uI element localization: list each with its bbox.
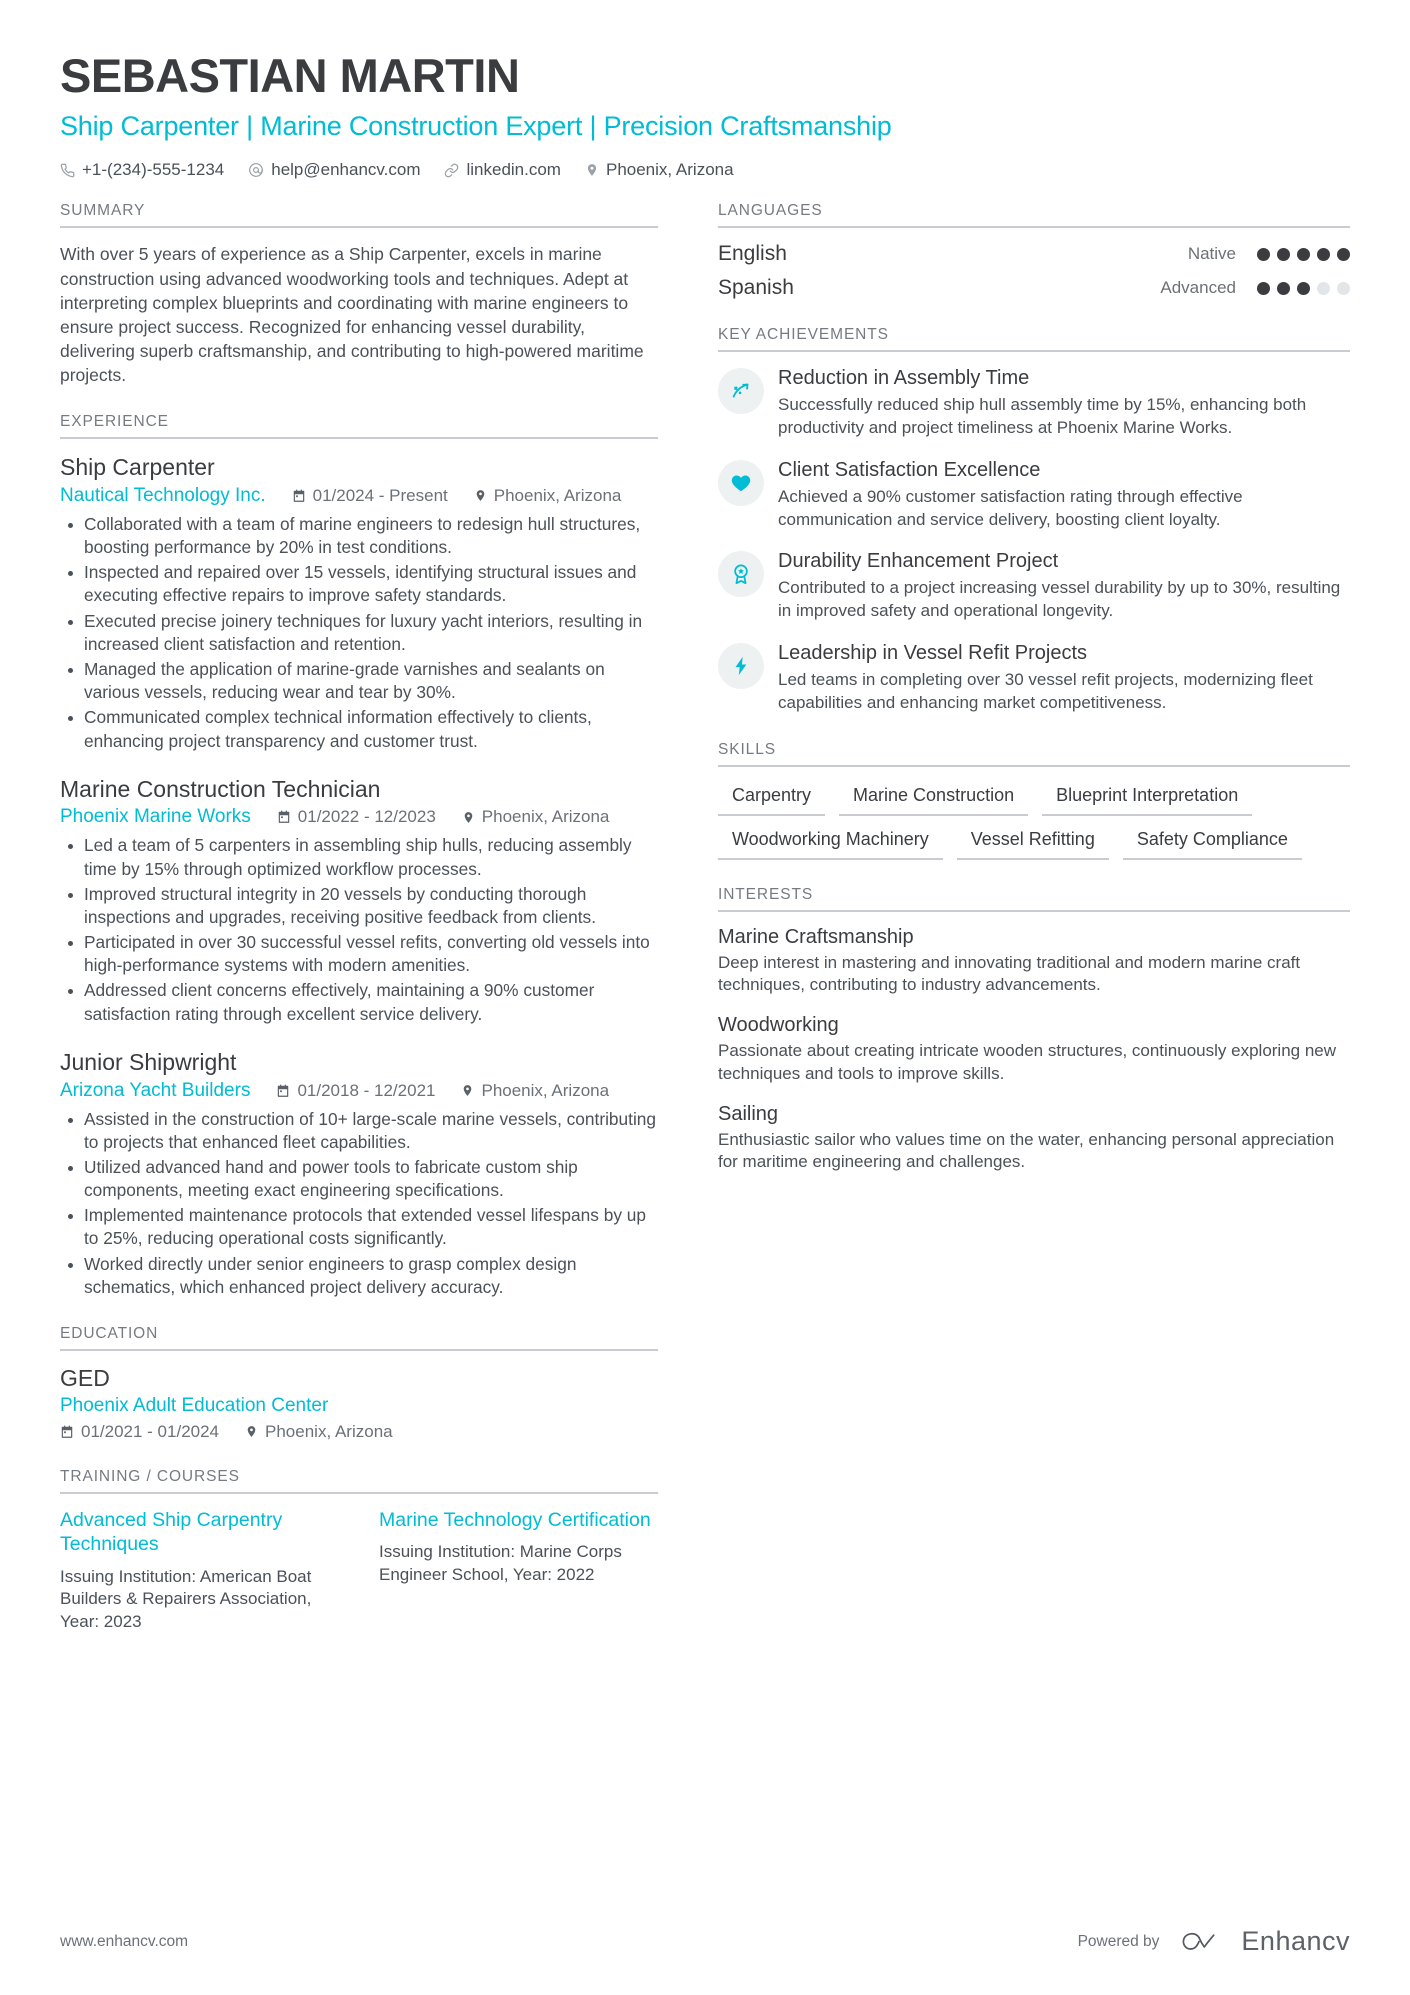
skills-heading: SKILLS xyxy=(718,741,1350,767)
job-bullet: Assisted in the construction of 10+ large-scale marine vessels, contributing to projects that enhanced fleet capabilities. xyxy=(60,1108,658,1154)
achievement-description: Led teams in completing over 30 vessel refit projects, modernizing fleet capabilities and enhancing market competitiveness. xyxy=(778,669,1313,712)
job-role: Marine Construction Technician xyxy=(60,775,381,802)
interest-description: Passionate about creating intricate wooden structures, continuously exploring new techniques and tools to improve skills. xyxy=(718,1041,1337,1083)
location-icon xyxy=(462,811,475,824)
section-achievements xyxy=(718,326,1350,714)
rating-dot xyxy=(1337,282,1350,295)
job-location-text: Phoenix, Arizona xyxy=(481,807,610,827)
job-dates xyxy=(276,1081,435,1101)
achievement-body xyxy=(778,641,1350,715)
language-item xyxy=(718,242,1350,266)
experience-heading: EXPERIENCE xyxy=(60,413,658,439)
language-level: Native xyxy=(1187,244,1236,264)
job-bullet: Executed precise joinery techniques for luxury yacht interiors, resulting in increased client satisfaction and retention. xyxy=(60,610,658,656)
skill-tag: Carpentry xyxy=(718,781,825,816)
job-bullet: Communicated complex technical information effectively to clients, enhancing project transparency and customer trust. xyxy=(60,706,658,752)
language-rating xyxy=(1250,282,1350,295)
job-location xyxy=(461,1081,609,1101)
location-icon xyxy=(585,163,599,177)
contact-linkedin-text: linkedin.com xyxy=(466,160,561,180)
calendar-icon xyxy=(292,489,306,503)
job-dates xyxy=(292,486,448,506)
language-item xyxy=(718,276,1350,300)
achievement-item xyxy=(718,549,1350,623)
footer-website[interactable]: www.enhancv.com xyxy=(60,1932,189,1950)
job-bullet: Inspected and repaired over 15 vessels, identifying structural issues and executing effective repairs to improve safety standards. xyxy=(60,561,658,607)
interest-item xyxy=(718,926,1350,998)
experience-item xyxy=(60,453,658,752)
skill-tag: Marine Construction xyxy=(839,781,1028,816)
contact-phone-text: +1-(234)-555-1234 xyxy=(82,160,225,180)
section-summary xyxy=(60,202,658,387)
location-icon xyxy=(245,1425,258,1438)
job-meta xyxy=(60,1080,658,1102)
achievement-description: Achieved a 90% customer satisfaction rating through effective communication and service delivery, boosting client loyalty. xyxy=(778,486,1243,529)
achievement-title: Durability Enhancement Project xyxy=(778,550,1059,573)
section-training xyxy=(60,1468,658,1634)
achievement-description: Contributed to a project increasing vessel durability by up to 30%, resulting in improved safety and operational longevity. xyxy=(778,578,1341,621)
achievement-item xyxy=(718,366,1350,440)
rating-dot xyxy=(1337,248,1350,261)
training-item xyxy=(379,1508,658,1634)
training-list xyxy=(60,1508,658,1634)
skill-tag: Safety Compliance xyxy=(1123,825,1302,860)
contact-linkedin[interactable] xyxy=(444,160,561,180)
job-location-text: Phoenix, Arizona xyxy=(481,1080,610,1100)
job-dates-text: 01/2024 - Present xyxy=(312,485,448,505)
education-meta xyxy=(60,1422,658,1442)
language-name: Spanish xyxy=(718,276,794,300)
achievement-item xyxy=(718,458,1350,532)
training-name[interactable]: Marine Technology Certification xyxy=(379,1508,651,1531)
job-bullet: Participated in over 30 successful vessel refits, converting old vessels into high-performance systems with modern amenities. xyxy=(60,931,658,977)
job-location-text: Phoenix, Arizona xyxy=(493,485,622,505)
job-bullet: Utilized advanced hand and power tools to fabricate custom ship components, meeting exact engineering specifications. xyxy=(60,1156,658,1202)
left-column xyxy=(60,202,658,1660)
training-description: Issuing Institution: American Boat Builders & Repairers Association, Year: 2023 xyxy=(60,1566,312,1632)
calendar-icon xyxy=(276,1084,290,1098)
training-item xyxy=(60,1508,339,1634)
star-badge-icon xyxy=(718,551,764,597)
rating-dot xyxy=(1317,248,1330,261)
section-languages xyxy=(718,202,1350,300)
rating-dot xyxy=(1317,282,1330,295)
section-education xyxy=(60,1325,658,1442)
summary-heading: SUMMARY xyxy=(60,202,658,228)
job-dates xyxy=(277,807,436,827)
interest-description: Deep interest in mastering and innovating traditional and modern marine craft techniques, contributing to industry advancements. xyxy=(718,952,1301,995)
rating-dot xyxy=(1297,248,1310,261)
job-bullet: Collaborated with a team of marine engineers to redesign hull structures, boosting performance by 20% in test conditions. xyxy=(60,513,658,559)
job-bullet: Implemented maintenance protocols that extended vessel lifespans by up to 25%, reducing operational costs significantly. xyxy=(60,1204,658,1250)
interest-title: Woodworking xyxy=(718,1014,839,1037)
training-heading: TRAINING / COURSES xyxy=(60,1468,658,1494)
contact-row xyxy=(60,160,1350,180)
training-name[interactable]: Advanced Ship Carpentry Techniques xyxy=(60,1508,283,1556)
section-experience xyxy=(60,413,658,1299)
section-interests xyxy=(718,886,1350,1175)
contact-location xyxy=(585,160,734,180)
education-dates-text: 01/2021 - 01/2024 xyxy=(81,1421,220,1441)
rating-dot xyxy=(1277,248,1290,261)
page-title: SEBASTIAN MARTIN xyxy=(60,49,520,102)
footer-branding xyxy=(1078,1926,1350,1957)
job-company[interactable]: Phoenix Marine Works xyxy=(60,806,251,828)
headline: Ship Carpenter | Marine Construction Expert | Precision Craftsmanship xyxy=(60,110,892,141)
contact-phone[interactable] xyxy=(60,160,224,180)
resume-footer xyxy=(60,1926,1350,1957)
interest-item xyxy=(718,1014,1350,1086)
training-description: Issuing Institution: Marine Corps Engineer School, Year: 2022 xyxy=(379,1542,622,1585)
rating-dot xyxy=(1257,282,1270,295)
job-bullet: Worked directly under senior engineers to grasp complex design schematics, which enhanced project delivery accuracy. xyxy=(60,1253,658,1299)
interests-heading: INTERESTS xyxy=(718,886,1350,912)
achievement-title: Leadership in Vessel Refit Projects xyxy=(778,641,1088,664)
calendar-icon xyxy=(60,1425,74,1439)
achievements-heading: KEY ACHIEVEMENTS xyxy=(718,326,1350,352)
language-rating xyxy=(1250,248,1350,261)
job-meta xyxy=(60,806,658,828)
languages-heading: LANGUAGES xyxy=(718,202,1350,228)
skill-tag: Blueprint Interpretation xyxy=(1042,781,1252,816)
skill-tag: Woodworking Machinery xyxy=(718,825,943,860)
phone-icon xyxy=(60,163,75,178)
job-bullet: Led a team of 5 carpenters in assembling ship hulls, reducing assembly time by 15% through optimized workflow processes. xyxy=(60,834,658,880)
right-column xyxy=(718,202,1350,1200)
calendar-icon xyxy=(277,810,291,824)
resume-body xyxy=(60,202,1350,1660)
interest-title: Sailing xyxy=(718,1102,779,1125)
achievement-item xyxy=(718,641,1350,715)
job-bullets xyxy=(60,513,658,753)
rating-dot xyxy=(1297,282,1310,295)
education-location-text: Phoenix, Arizona xyxy=(265,1421,393,1441)
achievement-body xyxy=(778,549,1350,623)
education-dates xyxy=(60,1422,219,1442)
achievement-title: Reduction in Assembly Time xyxy=(778,367,1030,390)
job-dates-text: 01/2022 - 12/2023 xyxy=(297,807,436,827)
experience-item xyxy=(60,775,658,1026)
education-heading: EDUCATION xyxy=(60,1325,658,1351)
trending-up-icon xyxy=(718,368,764,414)
section-skills xyxy=(718,741,1350,860)
job-location xyxy=(474,486,622,506)
interest-item xyxy=(718,1103,1350,1175)
education-school[interactable]: Phoenix Adult Education Center xyxy=(60,1394,329,1416)
job-location xyxy=(462,807,610,827)
contact-email-text: help@enhancv.com xyxy=(271,160,421,180)
job-company[interactable]: Nautical Technology Inc. xyxy=(60,484,266,506)
powered-by-label: Powered by xyxy=(1077,1932,1160,1950)
job-meta xyxy=(60,485,658,507)
contact-email[interactable] xyxy=(248,160,420,180)
interest-description: Enthusiastic sailor who values time on the water, enhancing personal appreciation for maritime engineering and challenges. xyxy=(718,1129,1335,1172)
language-level: Advanced xyxy=(1160,278,1236,298)
achievement-title: Client Satisfaction Excellence xyxy=(778,458,1041,481)
experience-item xyxy=(60,1048,658,1299)
achievement-body xyxy=(778,458,1350,532)
interest-title: Marine Craftsmanship xyxy=(718,925,914,948)
education-degree: GED xyxy=(60,1364,110,1391)
achievement-body xyxy=(778,366,1350,440)
achievement-description: Successfully reduced ship hull assembly time by 15%, enhancing both productivity and project timeliness at Phoenix Marine Works. xyxy=(778,395,1307,438)
resume-header xyxy=(60,50,1350,180)
rating-dot xyxy=(1277,282,1290,295)
job-role: Junior Shipwright xyxy=(60,1048,237,1075)
job-bullet: Addressed client concerns effectively, maintaining a 90% customer satisfaction rating through excellent service delivery. xyxy=(60,979,658,1025)
location-icon xyxy=(461,1084,474,1097)
job-bullets xyxy=(60,1108,658,1299)
job-role: Ship Carpenter xyxy=(60,454,215,481)
enhancv-logo xyxy=(1177,1926,1350,1957)
link-icon xyxy=(444,163,459,178)
skill-tag: Vessel Refitting xyxy=(957,825,1109,860)
job-bullet: Managed the application of marine-grade varnishes and sealants on various vessels, reducing wear and tear by 30%. xyxy=(60,658,658,704)
job-dates-text: 01/2018 - 12/2021 xyxy=(297,1080,436,1100)
email-icon xyxy=(248,162,264,178)
location-icon xyxy=(474,489,487,502)
contact-location-text: Phoenix, Arizona xyxy=(605,160,734,180)
enhancv-wordmark: Enhancv xyxy=(1241,1926,1350,1956)
job-company[interactable]: Arizona Yacht Builders xyxy=(60,1079,251,1101)
lightning-icon xyxy=(718,643,764,689)
language-name: English xyxy=(718,242,787,266)
education-location xyxy=(245,1422,393,1442)
job-bullet: Improved structural integrity in 20 vessels by conducting thorough inspections and upgrades, receiving positive feedback from clients. xyxy=(60,883,658,929)
heart-icon xyxy=(718,460,764,506)
rating-dot xyxy=(1257,248,1270,261)
summary-text: With over 5 years of experience as a Ship Carpenter, excels in marine construction using advanced woodworking tools and techniques. Adept at interpreting complex blueprints and coordinating with marine engineers to ensure project success. Recognized for enhancing vessel durability, delivering superb craftsmanship, and contributing to high-powered maritime projects. xyxy=(60,244,644,386)
education-item xyxy=(60,1365,658,1442)
job-bullets xyxy=(60,834,658,1025)
skills-list xyxy=(718,781,1350,860)
